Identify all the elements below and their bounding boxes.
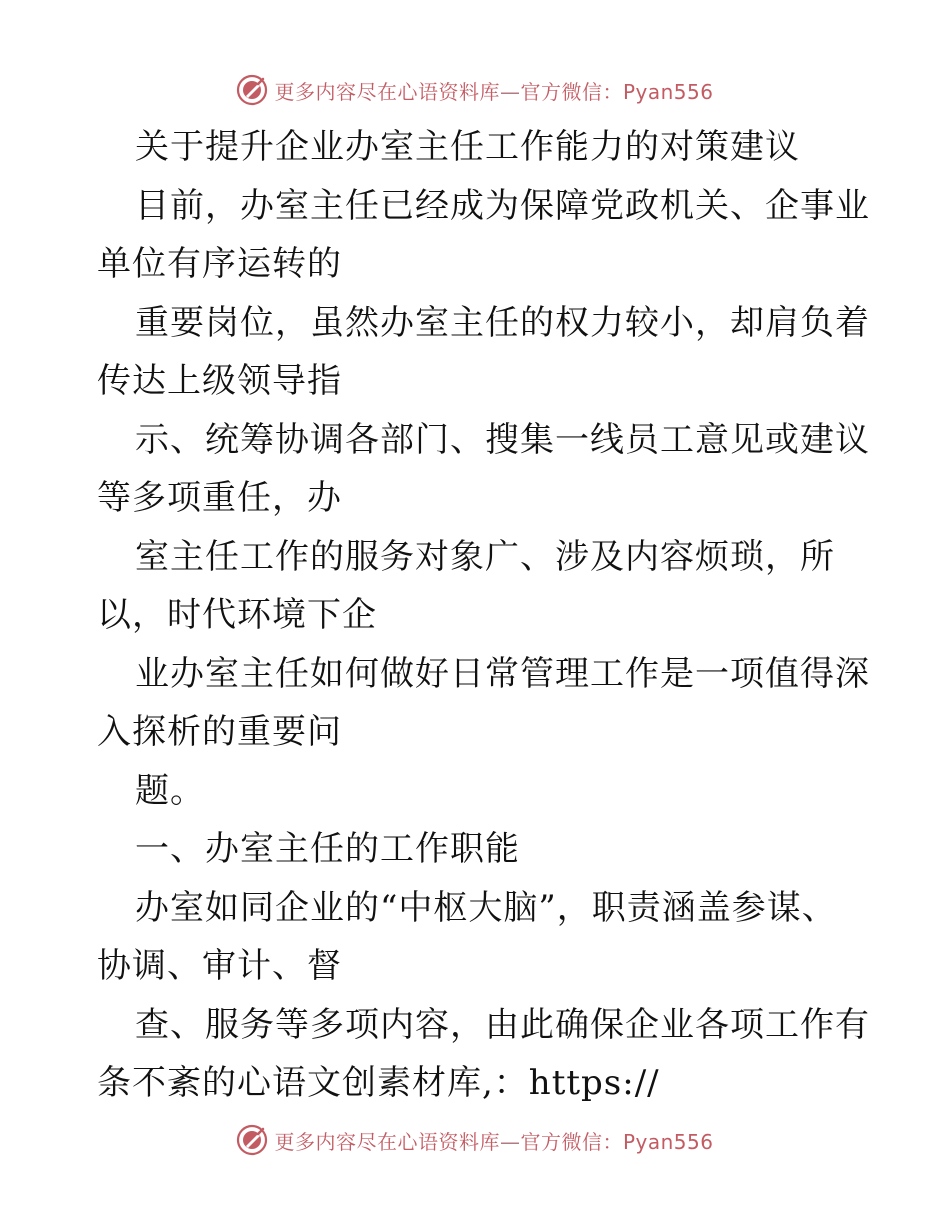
doc-line: 查、服务等多项内容，由此确保企业各项工作有 [135, 1004, 870, 1045]
doc-line: 以，时代环境下企 [97, 595, 377, 635]
doc-line: 条不紊的心语文创素材库,：https:// [97, 1063, 660, 1103]
doc-line: 协调、审计、督 [97, 946, 342, 986]
doc-line: 示、统筹协调各部门、搜集一线员工意见或建议 [135, 419, 870, 460]
header-banner [0, 70, 950, 110]
doc-line: 传达上级领导指 [97, 361, 342, 401]
doc-line-title: 关于提升企业办室主任工作能力的对策建议 [135, 127, 800, 167]
banner-text [274, 76, 713, 105]
doc-line: 办室如同企业的“中枢大脑”，职责涵盖参谋、 [135, 887, 837, 928]
doc-line: 目前，办室主任已经成为保障党政机关、企事业 [135, 185, 870, 226]
doc-line: 单位有序运转的 [97, 244, 342, 284]
doc-line: 入探析的重要问 [97, 712, 342, 752]
doc-line: 业办室主任如何做好日常管理工作是一项值得深 [135, 653, 870, 694]
doc-line-heading: 一、办室主任的工作职能 [135, 829, 520, 869]
banner-left-text: 更多内容尽在心语资料库 [274, 1129, 500, 1154]
pen-nib-logo-icon [236, 1124, 268, 1156]
doc-line: 等多项重任，办 [97, 478, 342, 518]
footer-banner [0, 1120, 950, 1160]
doc-line: 重要岗位，虽然办室主任的权力较小，却肩负着 [135, 302, 870, 343]
banner-dash: — [499, 1129, 521, 1154]
doc-line: 题。 [135, 770, 205, 811]
doc-line: 室主任工作的服务对象广、涉及内容烦琐，所 [135, 536, 835, 577]
document-body [97, 118, 870, 1113]
banner-right-text: 官方微信：Pyan556 [520, 79, 714, 104]
banner-right-text: 官方微信：Pyan556 [520, 1129, 714, 1154]
banner-text [274, 1126, 713, 1155]
banner-dash: — [499, 79, 521, 104]
pen-nib-logo-icon [236, 74, 268, 106]
banner-left-text: 更多内容尽在心语资料库 [274, 79, 500, 104]
